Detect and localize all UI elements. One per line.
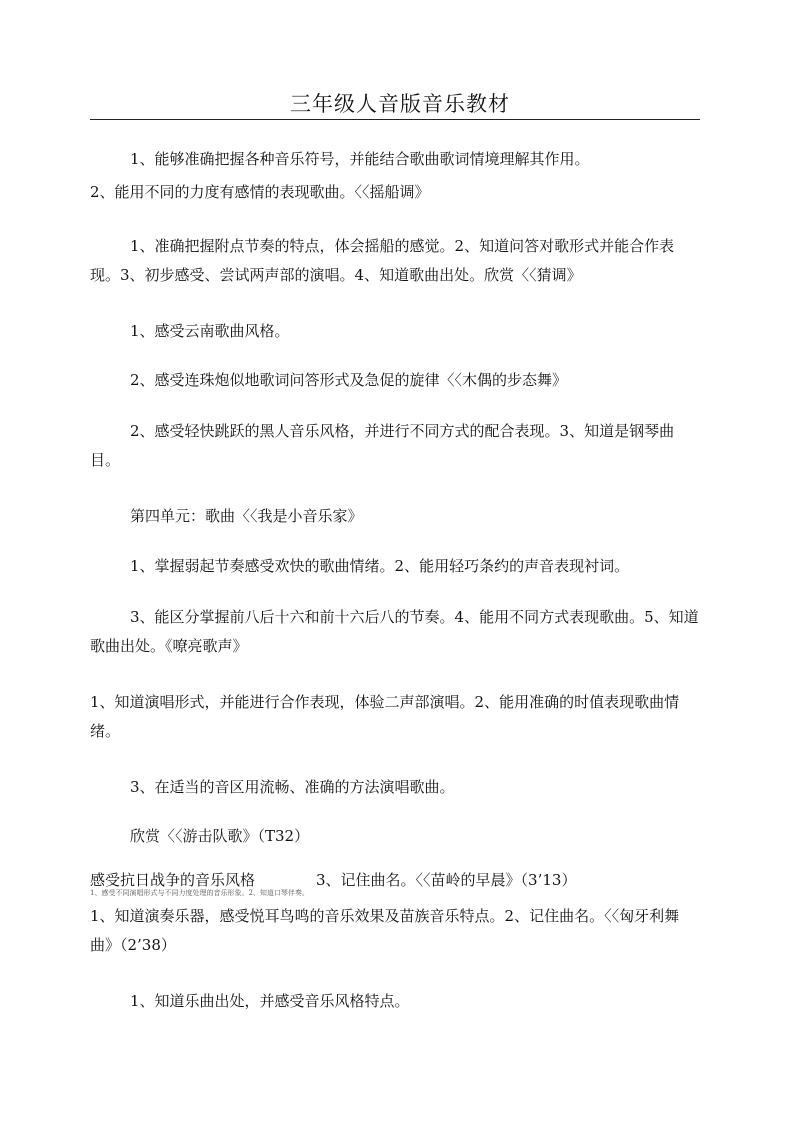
paragraph-1: 1、能够准确把握各种音乐符号，并能结合歌曲歌词情境理解其作用。 <box>130 150 590 168</box>
paragraph-12: 3、记住曲名。〈〈苗岭的早晨》（3’13） <box>316 871 577 889</box>
title-divider <box>90 119 700 120</box>
paragraph-9: 1、知道演唱形式，并能进行合作表现，体验二声部演唱。2、能用准确的时值表现歌曲情绪。 <box>90 693 680 740</box>
unit-four-heading: 第四单元：歌曲〈〈我是小音乐家》 <box>130 507 363 525</box>
paragraph-14: 1、知道乐曲出处，并感受音乐风格特点。 <box>130 992 410 1010</box>
paragraph-6: 2、感受轻快跳跃的黑人音乐风格，并进行不同方式的配合表现。3、知道是钢琴曲目。 <box>90 422 675 469</box>
paragraph-8: 3、能区分掌握前八后十六和前十六后八的节奏。4、能用不同方式表现歌曲。5、知道歌曲出处。《嘹亮歌声》 <box>90 608 699 655</box>
paragraph-4: 1、感受云南歌曲风格。 <box>130 322 290 340</box>
paragraph-5: 2、感受连珠炮似地歌词问答形式及急促的旋律〈〈木偶的步态舞》 <box>130 371 568 389</box>
paragraph-3: 1、准确把握附点节奏的特点，体会摇船的感觉。2、知道问答对歌形式并能合作表现。3、初步感受、尝试两声部的演唱。4、知道歌曲出处。欣赏〈〈猜调》 <box>90 237 675 284</box>
paragraph-7: 1、掌握弱起节奏感受欢快的歌曲情绪。2、能用轻巧条约的声音表现衬词。 <box>130 557 630 575</box>
paragraph-2: 2、能用不同的力度有感情的表现歌曲。〈〈摇船调》 <box>90 183 430 201</box>
document-title: 三年级人音版音乐教材 <box>290 92 510 116</box>
appreciation-line: 欣赏〈〈游击队歌》（T32） <box>130 827 310 845</box>
paragraph-10: 3、在适当的音区用流畅、准确的方法演唱歌曲。 <box>130 778 455 796</box>
paragraph-11: 感受抗日战争的音乐风格 <box>90 871 256 889</box>
overlapping-small-note: 1、感受不同演唱形式与不同力度处理的音乐形象。2、知道口琴伴奏。 <box>90 889 309 897</box>
paragraph-13: 1、知道演奏乐器，感受悦耳鸟鸣的音乐效果及苗族音乐特点。2、记住曲名。〈〈匈牙利舞曲》（2’38） <box>90 907 680 954</box>
